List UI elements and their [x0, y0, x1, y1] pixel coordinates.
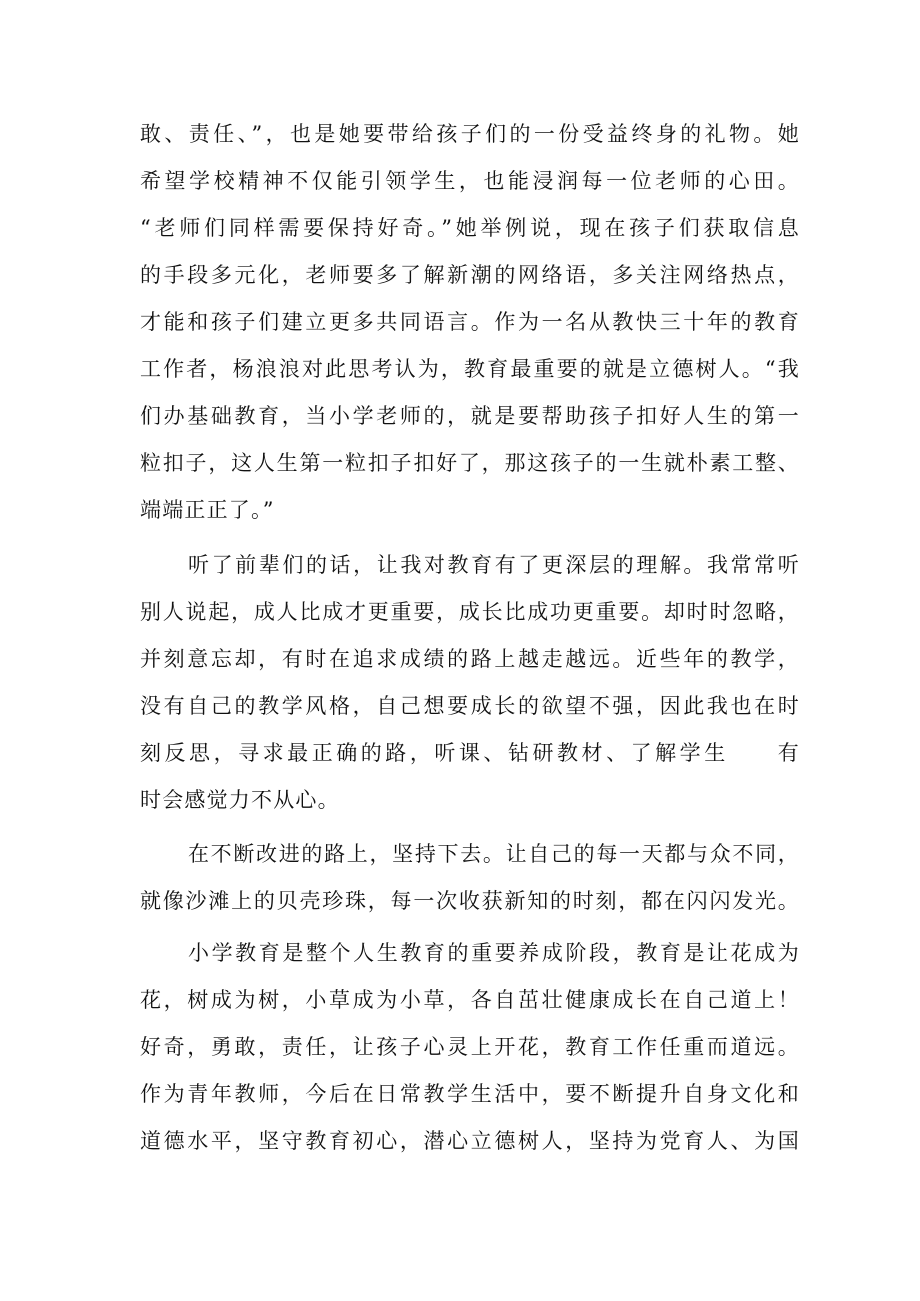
text-line: 花，树成为树，小草成为小草，各自茁壮健康成长在自己道上！ [140, 988, 800, 1012]
text-line: 希望学校精神不仅能引领学生，也能浸润每一位老师的心田。 [140, 169, 800, 193]
text-line: 们办基础教育，当小学老师的，就是要帮助孩子扣好人生的第一 [140, 404, 800, 428]
text-line: 端端正正了。” [140, 498, 275, 522]
text-line: 就像沙滩上的贝壳珍珠，每一次收获新知的时刻，都在闪闪发光。 [140, 889, 800, 913]
text-line: 敢、责任、”，也是她要带给孩子们的一份受益终身的礼物。她 [140, 122, 800, 146]
text-line: 才能和孩子们建立更多共同语言。作为一名从教快三十年的教育 [140, 310, 800, 334]
text-line: 并刻意忘却，有时在追求成绩的路上越走越远。近些年的教学， [140, 647, 800, 671]
text-line: 作为青年教师，今后在日常教学生活中，要不断提升自身文化和 [140, 1082, 800, 1106]
text-line: 粒扣子，这人生第一粒扣子扣好了，那这孩子的一生就朴素工整、 [140, 451, 800, 475]
text-line: 没有自己的教学风格，自己想要成长的欲望不强，因此我也在时 [140, 694, 800, 718]
text-line: 别人说起，成人比成才更重要，成长比成功更重要。却时时忽略， [140, 600, 800, 624]
text-line: 的手段多元化，老师要多了解新潮的网络语，多关注网络热点， [140, 263, 800, 287]
paragraph-first-line: 听了前辈们的话，让我对教育有了更深层的理解。我常常听 [188, 553, 800, 577]
text-line: 道德水平，坚守教育初心，潜心立德树人，坚持为党育人、为国 [140, 1129, 800, 1153]
text-line: 好奇，勇敢，责任，让孩子心灵上开花，教育工作任重而道远。 [140, 1035, 800, 1059]
paragraph-first-line: 在不断改进的路上，坚持下去。让自己的每一天都与众不同， [188, 842, 800, 866]
text-line: 工作者，杨浪浪对此思考认为，教育最重要的就是立德树人。“我 [140, 357, 800, 381]
text-line: 时会感觉力不从心。 [140, 788, 340, 812]
paragraph-first-line: 小学教育是整个人生教育的重要养成阶段，教育是让花成为 [188, 941, 800, 965]
text-line: 刻反思，寻求最正确的路，听课、钻研教材、了解学生 有 [140, 741, 800, 765]
text-line: “老师们同样需要保持好奇。”她举例说，现在孩子们获取信息 [140, 216, 800, 240]
